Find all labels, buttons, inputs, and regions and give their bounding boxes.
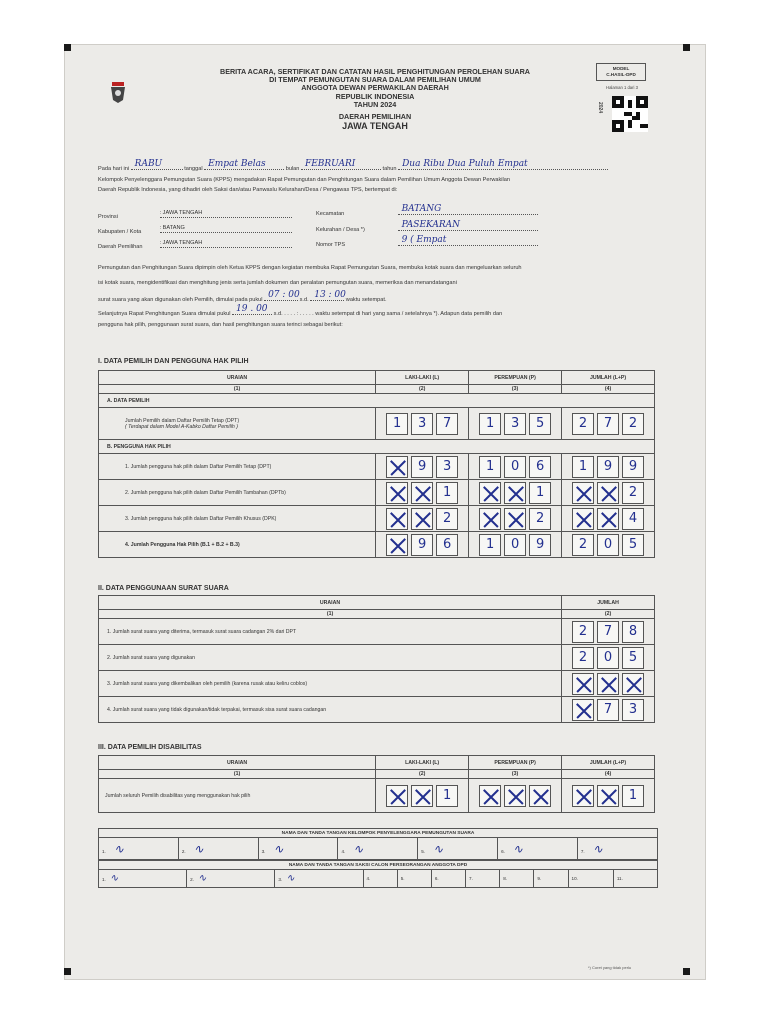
digit-box: 9	[529, 534, 551, 556]
registration-mark	[683, 44, 690, 51]
digit-box: 1	[386, 413, 408, 435]
document-title: BERITA ACARA, SERTIFIKAT DAN CATATAN HASIL PENGHITUNGAN PEROLEHAN SUARA DI TEMPAT PEMUNGUTAN SUARA DALAM PEMILIHAN UMUM ANGGOTA DEWAN PERWAKILAN DAERAH REPUBLIK INDONESIA TAHUN 2024 DAERAH PEMILIHAN JAWA TENGAH	[220, 67, 530, 132]
col-laki: LAKI-LAKI (L)	[376, 756, 469, 770]
digit-box: 2	[622, 482, 644, 504]
registration-mark	[64, 968, 71, 975]
digit-box	[504, 482, 526, 504]
kpps-signature-cell: 1. ∿	[99, 838, 179, 860]
digit-box: 2	[572, 534, 594, 556]
tps-field: Nomor TPS 9 ( Empat	[316, 238, 538, 248]
digit-box	[411, 482, 433, 504]
digit-box: 8	[622, 621, 644, 643]
digit-box: 0	[504, 534, 526, 556]
digit-box: 9	[597, 456, 619, 478]
digit-box: 4	[622, 508, 644, 530]
handwritten-signature: ∿	[198, 873, 207, 884]
digit-box	[529, 785, 551, 807]
procedure-text: Pemungutan dan Penghitungan Suara dipimpin oleh Ketua KPPS dengan kegiatan membuka Rapat Pemungutan Suara, membuka kotak suara dan mengeluarkan seluruh	[98, 265, 522, 271]
handwritten-signature: ∿	[273, 841, 284, 856]
digit-box: 2	[622, 413, 644, 435]
table-row: 3. Jumlah surat suara yang dikembalikan oleh pemilih (karena rusak atau keliru coblos)	[99, 671, 655, 697]
digit-box	[386, 482, 408, 504]
procedure-text: isi kotak suara, mengidentifikasi dan menghitung jenis serta jumlah dokumen dan peralatan pemungutan suara, memeriksa dan menandatangani	[98, 280, 457, 286]
procedure-time-line: surat suara yang akan digunakan oleh Pemilih, dimulai pada pukul 07 : 00 s.d. 13 : 00 waktu setempat.	[98, 290, 387, 303]
section-2-table: URAIAN JUMLAH (1) (2) 1. Jumlah surat suara yang diterima, termasuk surat suara cadangan 2% dari DPT 2 7 8 2. Jumlah surat suara yang digunakan 2 0 5 3. Jumlah surat suara yang dikembalikan oleh pemilih (karena rusak atau keliru coblos) 4. Jumlah surat suara yang tidak digunakan/tidak terpakai, termasuk sisa surat suara cadangan 7 3	[98, 595, 655, 723]
digit-box: 5	[622, 647, 644, 669]
kecamatan-field: Kecamatan BATANG	[316, 207, 538, 217]
table-row: Jumlah Pemilih dalam Daftar Pemilih Tetap (DPT) ( Terdapat dalam Model A-Kabko Daftar Pemilih ) 1 3 7 1 3 5 2 7 2	[99, 408, 655, 440]
section-1-title: I. DATA PEMILIH DAN PENGGUNA HAK PILIH	[98, 358, 249, 365]
digit-box: 5	[529, 413, 551, 435]
handwritten-signature: ∿	[286, 873, 295, 884]
kpps-signature-cell: 6. ∿	[498, 838, 578, 860]
kpu-logo-icon	[108, 80, 128, 104]
saksi-signature-cell: 8.	[500, 870, 534, 888]
model-box: MODEL C.HASIL-DPD	[596, 63, 646, 81]
handwritten-signature: ∿	[193, 841, 204, 856]
procedure-text: pengguna hak pilih, penggunaan surat suara, dan hasil penghitungan suara terinci sebagai berikut:	[98, 322, 343, 328]
intro-text: Daerah Republik Indonesia, yang dihadiri oleh Saksi dan/atau Panwaslu Kelurahan/Desa / Pengawas TPS, bertempat di:	[98, 187, 398, 193]
digit-box	[479, 785, 501, 807]
subsection-b-title: B. PENGGUNA HAK PILIH	[99, 440, 655, 454]
digit-box	[386, 508, 408, 530]
digit-box	[386, 785, 408, 807]
digit-box	[504, 508, 526, 530]
saksi-signature-cell: 3. ∿	[275, 870, 363, 888]
saksi-signature-cell: 6.	[431, 870, 465, 888]
digit-box: 1	[479, 456, 501, 478]
digit-box	[597, 785, 619, 807]
saksi-signature-cell: 4.	[363, 870, 397, 888]
saksi-signature-cell: 2. ∿	[187, 870, 275, 888]
kpps-signature-cell: 4. ∿	[338, 838, 418, 860]
handwritten-signature: ∿	[113, 841, 124, 856]
digit-box: 1	[436, 785, 458, 807]
digit-box: 3	[504, 413, 526, 435]
digit-box: 5	[622, 534, 644, 556]
saksi-signature-cell: 10.	[568, 870, 613, 888]
qr-code-icon	[612, 96, 648, 132]
digit-box: 9	[622, 456, 644, 478]
kpps-signature-cell: 7. ∿	[577, 838, 657, 860]
digit-box: 3	[411, 413, 433, 435]
kpps-signature-table: NAMA DAN TANDA TANGAN KELOMPOK PENYELENGGARA PEMUNGUTAN SUARA 1. ∿ 2. ∿ 3. ∿ 4. ∿ 5. ∿ 6. ∿ 7. ∿	[98, 828, 658, 860]
handwritten-signature: ∿	[433, 841, 444, 856]
digit-box: 7	[597, 621, 619, 643]
saksi-signature-cell: 9.	[534, 870, 568, 888]
subsection-a-title: A. DATA PEMILIH	[99, 394, 655, 408]
digit-box	[386, 534, 408, 556]
digit-box: 3	[436, 456, 458, 478]
handwritten-signature: ∿	[109, 873, 119, 884]
digit-box	[572, 482, 594, 504]
digit-box	[622, 673, 644, 695]
registration-mark	[64, 44, 71, 51]
saksi-signature-cell: 7.	[466, 870, 500, 888]
kpps-signature-cell: 3. ∿	[258, 838, 338, 860]
digit-box	[597, 673, 619, 695]
table-row: 2. Jumlah surat suara yang digunakan 2 0 5	[99, 645, 655, 671]
page-number: Halaman 1 dari 3	[606, 85, 638, 90]
table-row: Jumlah seluruh Pemilih disabilitas yang menggunakan hak pilih 1 1	[99, 779, 655, 813]
handwritten-signature: ∿	[592, 841, 603, 856]
kelurahan-field: Kelurahan / Desa *) PASEKARAN	[316, 223, 538, 233]
digit-box: 1	[529, 482, 551, 504]
digit-box: 2	[572, 647, 594, 669]
col-uraian: URAIAN	[99, 756, 376, 770]
digit-box	[504, 785, 526, 807]
saksi-signature-table: NAMA DAN TANDA TANGAN SAKSI CALON PERSEORANGAN ANGGOTA DPD 1. ∿ 2. ∿ 3. ∿ 4. 5. 6. 7. 8. 9. 10. 11.	[98, 860, 658, 888]
table-row: 1. Jumlah pengguna hak pilih dalam Daftar Pemilih Tetap (DPT) 9 3 1 0 6 1 9 9	[99, 454, 655, 480]
digit-box: 1	[479, 534, 501, 556]
kpps-signature-cell: 5. ∿	[418, 838, 498, 860]
digit-box: 9	[411, 456, 433, 478]
col-jumlah: JUMLAH	[562, 596, 655, 610]
digit-box: 2	[436, 508, 458, 530]
digit-box: 1	[622, 785, 644, 807]
digit-box	[411, 508, 433, 530]
year-vertical: 2024	[597, 102, 603, 114]
col-uraian: URAIAN	[99, 596, 562, 610]
section-3-table: URAIAN LAKI-LAKI (L) PEREMPUAN (P) JUMLAH (L+P) (1) (2) (3) (4) Jumlah seluruh Pemilih disabilitas yang menggunakan hak pilih 1 1	[98, 755, 655, 813]
digit-box	[386, 456, 408, 478]
footnote: *) Coret yang tidak perlu	[588, 965, 632, 970]
saksi-signature-cell: 5.	[397, 870, 431, 888]
procedure-time-line: Selanjutnya Rapat Penghitungan Suara dimulai pukul 19 . 00 s.d. . . . . : . . . . . waktu setempat di hari yang sama / setelahnya *). Adapun data pemilih dan	[98, 304, 503, 317]
provinsi-field: Provinsi : JAWA TENGAH	[98, 210, 292, 220]
section-1-table: URAIAN LAKI-LAKI (L) PEREMPUAN (P) JUMLAH (L+P) (1) (2) (3) (4) A. DATA PEMILIH Jumlah Pemilih dalam Daftar Pemilih Tetap (DPT) ( Terdapat dalam Model A-Kabko Daftar Pemilih ) 1 3 7 1 3 5 2 7 2 B. PENGGUNA HAK PILIH 1. Jumlah pengguna hak pilih dalam Daftar Pemilih Tetap (DPT) 9 3 1 0 6 1 9 9 2. Jumlah pengguna hak pilih dalam Daftar Pemilih Tambahan (DPTb) 1 1 2 3. Jumlah pengguna hak pilih dalam Daftar Pemilih Khusus (DPK) 2 2 4 4. Jumlah Pengguna Hak Pilih (B.1 + B.2 + B.3) 9 6 1 0 9 2 0 5	[98, 370, 655, 558]
digit-box: 0	[504, 456, 526, 478]
digit-box: 2	[572, 413, 594, 435]
section-3-title: III. DATA PEMILIH DISABILITAS	[98, 744, 202, 751]
kpps-signature-cell: 2. ∿	[178, 838, 258, 860]
digit-box: 2	[529, 508, 551, 530]
digit-box	[572, 673, 594, 695]
table-row: 4. Jumlah surat suara yang tidak digunakan/tidak terpakai, termasuk sisa surat suara cadangan 7 3	[99, 697, 655, 723]
handwritten-signature: ∿	[512, 841, 523, 856]
intro-text: Kelompok Penyelenggara Pemungutan Suara (KPPS) mengadakan Rapat Pemungutan dan Penghitungan Suara dalam Pemilihan Umum Anggota Dewan Perwakilan	[98, 177, 511, 183]
digit-box	[572, 508, 594, 530]
digit-box: 7	[436, 413, 458, 435]
digit-box: 6	[529, 456, 551, 478]
digit-box	[572, 785, 594, 807]
digit-box: 2	[572, 621, 594, 643]
digit-box: 7	[597, 699, 619, 721]
table-row: 4. Jumlah Pengguna Hak Pilih (B.1 + B.2 + B.3) 9 6 1 0 9 2 0 5	[99, 532, 655, 558]
registration-mark	[683, 968, 690, 975]
col-jumlah: JUMLAH (L+P)	[562, 371, 655, 385]
digit-box: 1	[479, 413, 501, 435]
col-perempuan: PEREMPUAN (P)	[469, 756, 562, 770]
digit-box: 7	[597, 413, 619, 435]
col-jumlah: JUMLAH (L+P)	[562, 756, 655, 770]
col-laki: LAKI-LAKI (L)	[376, 371, 469, 385]
col-perempuan: PEREMPUAN (P)	[469, 371, 562, 385]
table-row: 2. Jumlah pengguna hak pilih dalam Daftar Pemilih Tambahan (DPTb) 1 1 2	[99, 480, 655, 506]
kabupaten-field: Kabupaten / Kota : BATANG	[98, 225, 292, 235]
dapil-field: Daerah Pemilihan : JAWA TENGAH	[98, 240, 292, 250]
digit-box: 3	[622, 699, 644, 721]
digit-box	[597, 482, 619, 504]
digit-box: 6	[436, 534, 458, 556]
digit-box: 0	[597, 534, 619, 556]
handwritten-signature: ∿	[353, 841, 364, 856]
saksi-signature-cell: 11.	[613, 870, 657, 888]
digit-box: 0	[597, 647, 619, 669]
digit-box	[572, 699, 594, 721]
digit-box	[411, 785, 433, 807]
col-uraian: URAIAN	[99, 371, 376, 385]
table-row: 1. Jumlah surat suara yang diterima, termasuk surat suara cadangan 2% dari DPT 2 7 8	[99, 619, 655, 645]
digit-box: 9	[411, 534, 433, 556]
digit-box	[479, 508, 501, 530]
digit-box: 1	[572, 456, 594, 478]
digit-box	[597, 508, 619, 530]
digit-box	[479, 482, 501, 504]
table-row: 3. Jumlah pengguna hak pilih dalam Daftar Pemilih Khusus (DPK) 2 2 4	[99, 506, 655, 532]
digit-box: 1	[436, 482, 458, 504]
saksi-signature-cell: 1. ∿	[99, 870, 187, 888]
intro-date-line: Pada hari ini RABU tanggal Empat Belas bulan FEBRUARI tahun Dua Ribu Dua Puluh Empat	[98, 162, 608, 172]
section-2-title: II. DATA PENGGUNAAN SURAT SUARA	[98, 585, 229, 592]
